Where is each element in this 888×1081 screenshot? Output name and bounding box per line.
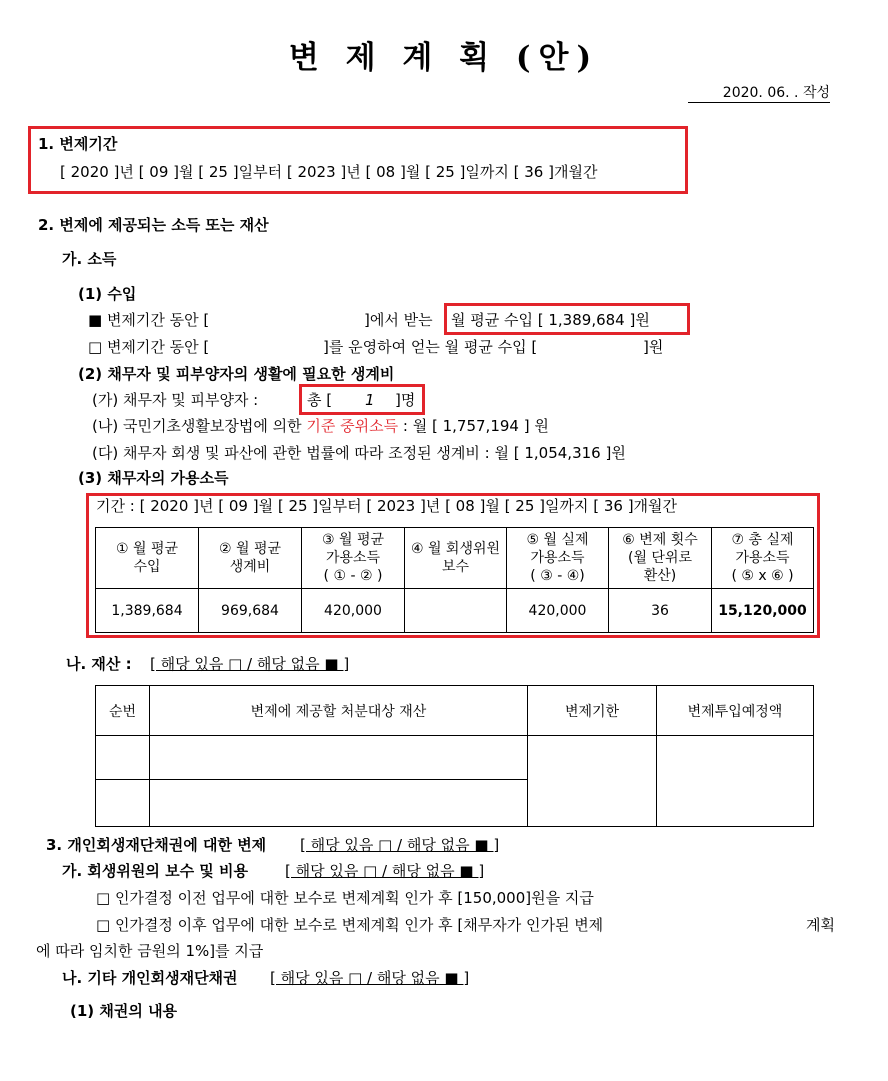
property-header-amount: 변제투입예정액	[657, 686, 814, 736]
dependents-label: (가) 채무자 및 피부양자 :	[92, 391, 259, 409]
property-header-no: 순번	[96, 686, 150, 736]
property-header-asset: 변제에 제공할 처분대상 재산	[150, 686, 528, 736]
trustee-fee-after-c: 에 따라 임치한 금원의 1%]를 지급	[36, 942, 264, 960]
living-cost-heading: (2) 채무자 및 피부양자의 생활에 필요한 생계비	[78, 365, 395, 383]
header-text: ④ 월 회생위원 보수	[410, 541, 501, 575]
header-monthly-living-cost	[199, 528, 302, 589]
header-actual-available	[507, 528, 609, 589]
trustee-fee-after-a: □ 인가결정 이후 업무에 대한 보수로 변제계획 인가 후 [채무자가 인가된 변제	[96, 916, 604, 934]
income-line-business-a: □ 변제기간 동안 [	[88, 338, 210, 356]
header-text: ⑥ 변제 횟수 (월 단위로 환산)	[622, 532, 698, 584]
median-income-prefix: (나) 국민기초생활보장법에 의한	[92, 417, 302, 435]
property-cell	[96, 736, 150, 780]
available-income-period: 기간 : [ 2020 ]년 [ 09 ]월 [ 25 ]일부터 [ 2023 ]년 [ 08 ]월 [ 25 ]일까지 [ 36 ]개월간	[96, 497, 678, 515]
period-highlight-box	[28, 126, 688, 194]
available-income-table	[95, 527, 814, 633]
header-text: ② 월 평균 생계비	[218, 541, 282, 575]
available-income-heading: (3) 채무자의 가용소득	[78, 469, 229, 487]
section1-heading: 1. 변제기간	[38, 135, 118, 153]
income-subheading: 가. 소득	[62, 250, 117, 268]
property-cell	[150, 780, 528, 827]
header-text: ③ 월 평균 가용소득 ( ① - ② )	[321, 532, 385, 584]
section3-heading: 3. 개인회생재단채권에 대한 변제	[46, 836, 267, 854]
trustee-fee-after-b: 계획	[806, 916, 835, 934]
repayment-period-line: [ 2020 ]년 [ 09 ]월 [ 25 ]일부터 [ 2023 ]년 [ 08 ]월 [ 25 ]일까지 [ 36 ]개월간	[60, 163, 598, 181]
value-monthly-available: 420,000	[302, 589, 405, 633]
median-income-suffix: : 월 [ 1,757,194 ] 원	[402, 417, 549, 435]
claim-content-heading: (1) 채권의 내용	[70, 1002, 178, 1020]
property-cell	[150, 736, 528, 780]
section3-options: [ 해당 있음 □ / 해당 없음 ■ ]	[300, 836, 500, 854]
income-line-salary-b: ]에서 받는	[364, 311, 433, 329]
property-header-row	[96, 686, 814, 736]
dependents-count: 1	[365, 391, 375, 409]
property-cell	[528, 736, 657, 827]
dependents-total: 총 [	[307, 391, 333, 409]
table-header-row	[96, 528, 814, 589]
value-total-available: 15,120,000	[712, 589, 814, 633]
trustee-fee-options: [ 해당 있음 □ / 해당 없음 ■ ]	[285, 862, 485, 880]
value-payment-count: 36	[609, 589, 712, 633]
header-payment-count	[609, 528, 712, 589]
trustee-fee-heading: 가. 회생위원의 보수 및 비용	[62, 862, 248, 880]
median-income-red-label: 기준 중위소득	[306, 417, 399, 435]
adjusted-living-cost-line: (다) 채무자 회생 및 파산에 관한 법률에 따라 조정된 생계비 : 월 [ 1,054,316 ]원	[92, 444, 626, 462]
income-line-business-b: ]를 운영하여 얻는 월 평균 수입 [	[323, 338, 538, 356]
value-monthly-living-cost: 969,684	[199, 589, 302, 633]
property-heading: 나. 재산 :	[66, 655, 132, 673]
median-income-line	[92, 419, 549, 434]
income-heading: (1) 수입	[78, 285, 137, 303]
income-line-salary-a: ■ 변제기간 동안 [	[88, 311, 210, 329]
header-text: ① 월 평균 수입	[115, 541, 179, 575]
header-monthly-available	[302, 528, 405, 589]
value-actual-available: 420,000	[507, 589, 609, 633]
other-claims-options: [ 해당 있음 □ / 해당 없음 ■ ]	[270, 969, 470, 987]
property-header-deadline: 변제기한	[528, 686, 657, 736]
header-trustee-fee	[405, 528, 507, 589]
header-text: ⑤ 월 실제 가용소득 ( ③ - ④)	[526, 532, 589, 584]
value-monthly-income: 1,389,684	[96, 589, 199, 633]
header-total-available	[712, 528, 814, 589]
other-claims-heading: 나. 기타 개인회생재단채권	[62, 969, 238, 987]
monthly-income-value: 월 평균 수입 [ 1,389,684 ]원	[451, 311, 650, 329]
table-value-row	[96, 589, 814, 633]
dependents-unit: ]명	[395, 391, 416, 409]
date-line: 2020. 06. . 작성	[688, 86, 830, 103]
property-cell	[657, 736, 814, 827]
property-options: [ 해당 있음 □ / 해당 없음 ■ ]	[150, 655, 350, 673]
property-cell	[96, 780, 150, 827]
trustee-fee-before: □ 인가결정 이전 업무에 대한 보수로 변제계획 인가 후 [150,000]원을 지급	[96, 889, 594, 907]
section2-heading: 2. 변제에 제공되는 소득 또는 재산	[38, 216, 269, 234]
value-trustee-fee	[405, 589, 507, 633]
header-text: ⑦ 총 실제 가용소득 ( ⑤ x ⑥ )	[731, 532, 794, 584]
header-monthly-income	[96, 528, 199, 589]
property-table	[95, 685, 814, 827]
page-title: 변 제 계 획 (안)	[288, 40, 600, 76]
income-line-business-c: ]원	[643, 338, 664, 356]
property-row	[96, 736, 814, 780]
